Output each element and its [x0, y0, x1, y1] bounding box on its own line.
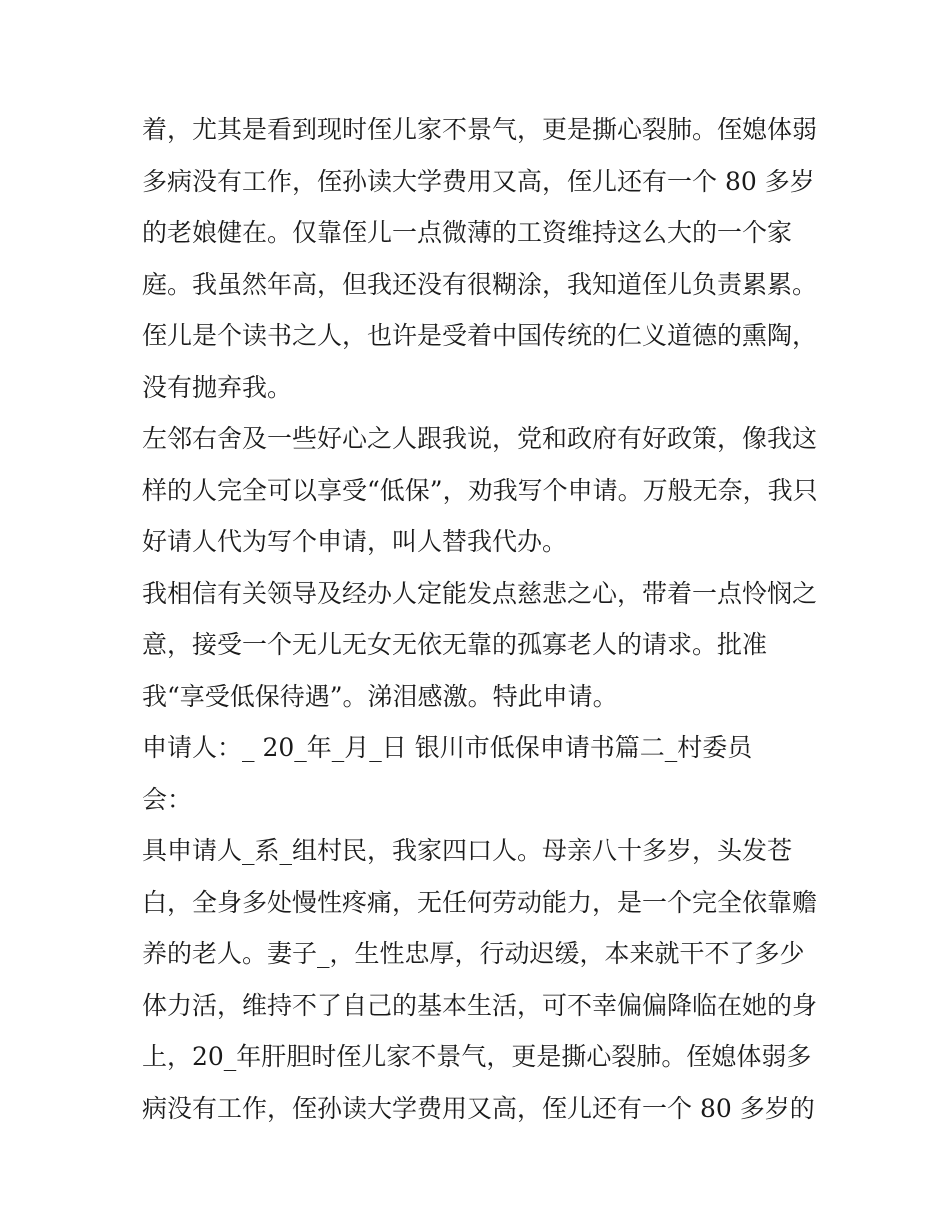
text-line: 庭。我虽然年高，但我还没有很糊涂，我知道侄儿负责累累。 — [142, 269, 818, 299]
text-line: 侄儿是个读书之人，也许是受着中国传统的仁义道德的熏陶， — [142, 321, 818, 350]
text-line: 左邻右舍及一些好心之人跟我说，党和政府有好政策，像我这 — [142, 424, 818, 453]
text-line: 具申请人_系_组村民，我家四口人。母亲八十多岁，头发苍 — [142, 836, 793, 865]
text-line: 养的老人。妻子_，生性忠厚，行动迟缓，本来就干不了多少 — [142, 939, 805, 968]
text-line: 意，接受一个无儿无女无依无靠的孤寡老人的请求。批准 — [142, 630, 768, 659]
text-line: 会： — [142, 784, 193, 814]
text-line: 的老娘健在。仅靠侄儿一点微薄的工资维持这么大的一个家 — [142, 218, 793, 247]
text-line: 病没有工作，侄孙读大学费用又高，侄儿还有一个 80 多岁的 — [142, 1093, 815, 1123]
text-line: 我相信有关领导及经办人定能发点慈悲之心，带着一点怜悯之 — [142, 578, 818, 608]
text-line: 好请人代为写个申请，叫人替我代办。 — [142, 527, 568, 556]
text-line: 体力活，维持不了自己的基本生活，可不幸偏偏降临在她的身 — [142, 990, 818, 1020]
text-line: 我“享受低保待遇”。涕泪感激。特此申请。 — [142, 681, 618, 711]
text-line: 上，20_年肝胆时侄儿家不景气，更是撕心裂肺。侄媳体弱多 — [142, 1042, 812, 1071]
text-line: 没有抛弃我。 — [142, 372, 293, 402]
text-line: 样的人完全可以享受“低保”，劝我写个申请。万般无奈，我只 — [142, 475, 818, 505]
text-line: 多病没有工作，侄孙读大学费用又高，侄儿还有一个 80 多岁 — [142, 166, 815, 196]
text-line: 白，全身多处慢性疼痛，无任何劳动能力，是一个完全依靠赡 — [142, 887, 818, 917]
text-line: 着，尤其是看到现时侄儿家不景气，更是撕心裂肺。侄媳体弱 — [142, 115, 818, 144]
text-line: 申请人：_ 20_年_月_日 银川市低保申请书篇二_村委员 — [142, 733, 753, 762]
body-text — [142, 104, 822, 1134]
